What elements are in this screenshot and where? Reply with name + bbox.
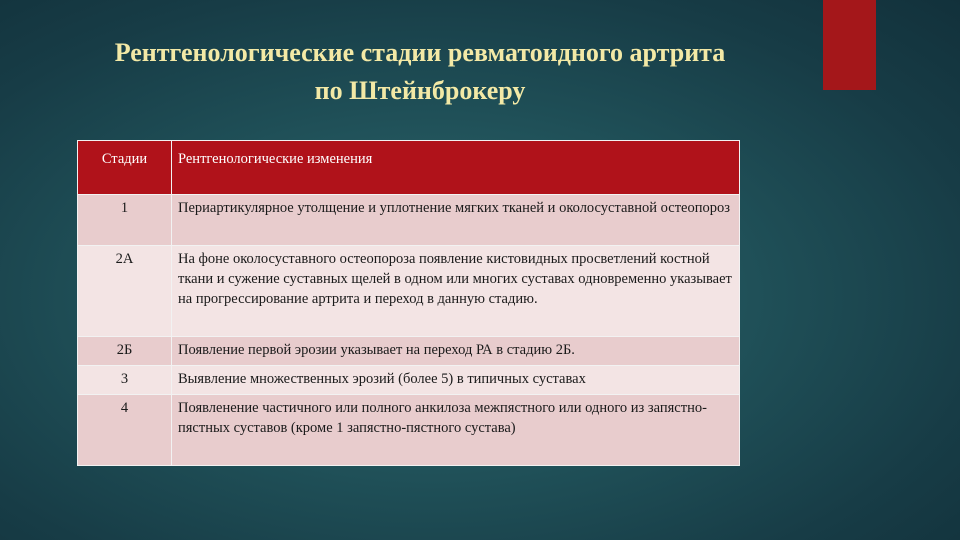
- table-row: [78, 395, 740, 466]
- table-row: [78, 366, 740, 395]
- stages-table: [77, 140, 740, 466]
- stage-cell: 2Б: [78, 337, 172, 366]
- description-cell: На фоне околосуставного остеопороза появление кистовидных просветлений костной ткани и сужение суставных щелей в одном или многих суставах одновременно указывает на прогрессирование артрита и переход в данную стадию.: [172, 246, 740, 337]
- table-row: [78, 246, 740, 337]
- title-line-2: по Штейнброкеру: [314, 76, 526, 105]
- description-cell: Появленение частичного или полного анкилоза межпястного или одного из запястно-пястных суставов (кроме 1 запястно-пястного сустава): [172, 395, 740, 466]
- table-header-row: [78, 141, 740, 195]
- description-cell: Выявление множественных эрозий (более 5) в типичных суставах: [172, 366, 740, 395]
- table-row: [78, 195, 740, 246]
- stage-cell: 1: [78, 195, 172, 246]
- title-line-1: Рентгенологические стадии ревматоидного артрита: [114, 38, 726, 67]
- stage-cell: 3: [78, 366, 172, 395]
- stage-cell: 4: [78, 395, 172, 466]
- accent-bar: [823, 0, 876, 90]
- slide-title: [20, 34, 820, 110]
- table-row: [78, 337, 740, 366]
- description-cell: Периартикулярное утолщение и уплотнение мягких тканей и околосуставной остеопороз: [172, 195, 740, 246]
- stages-table-container: [77, 140, 739, 466]
- header-changes: Рентгенологические изменения: [172, 141, 740, 195]
- description-cell: Появление первой эрозии указывает на переход РА в стадию 2Б.: [172, 337, 740, 366]
- header-stages: Стадии: [78, 141, 172, 195]
- stage-cell: 2А: [78, 246, 172, 337]
